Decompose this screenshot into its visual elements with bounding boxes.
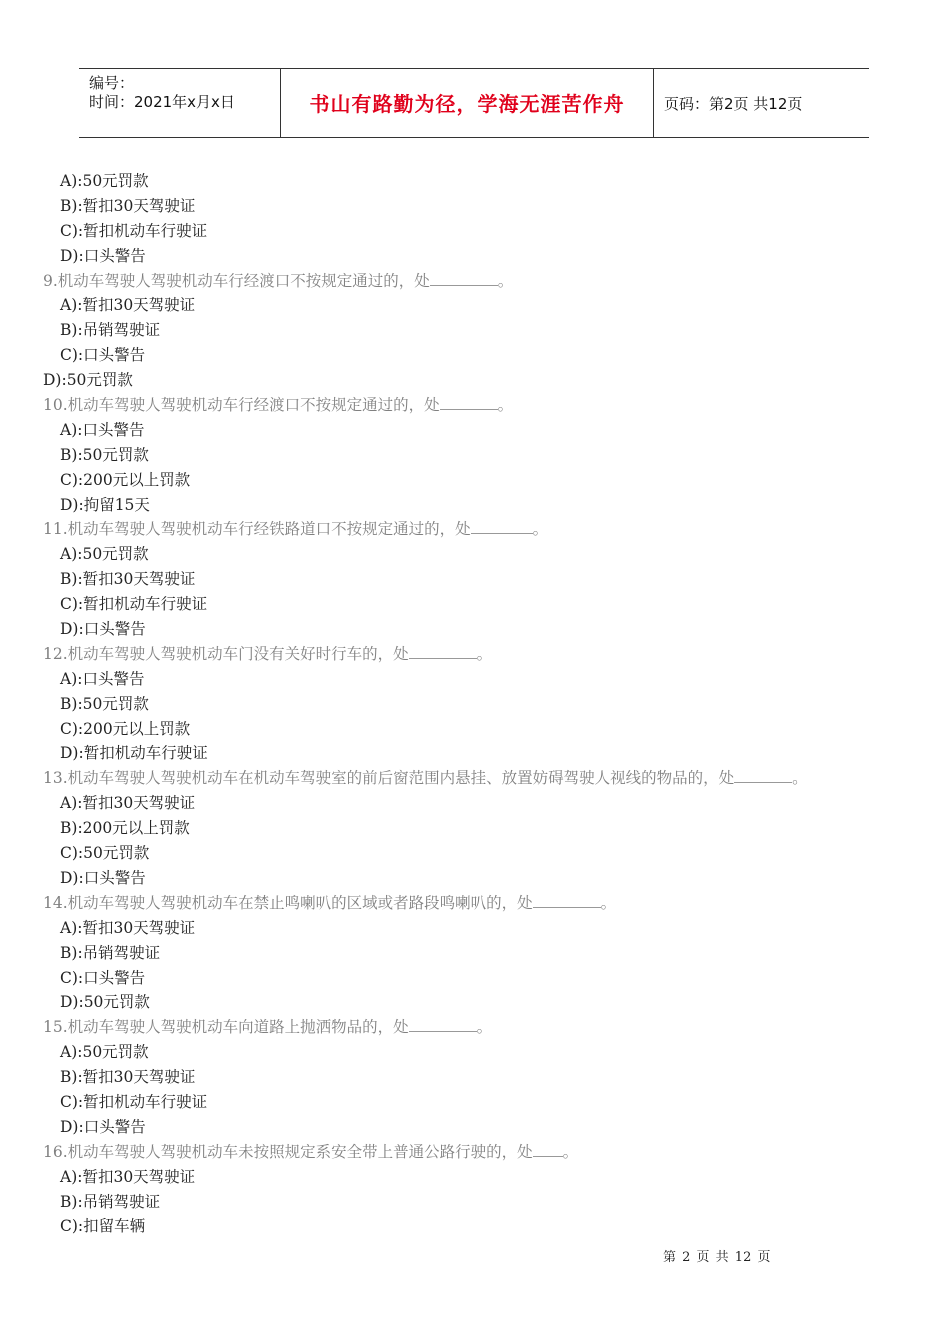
option-item: C):暂扣机动车行驶证 [60,1092,208,1111]
option-item: A):50元罚款 [60,545,149,564]
question-13 [43,766,923,791]
option-item: D):50元罚款 [60,993,150,1012]
option-item: C):口头警告 [60,346,146,365]
option-item: A):50元罚款 [60,1043,149,1062]
option-item: B):暂扣30天驾驶证 [60,196,196,215]
question-end: 。 [497,271,514,290]
header-motto-cell [280,69,654,137]
option-item: B):暂扣30天驾驶证 [60,570,196,589]
question-text: 13.机动车驾驶人驾驶机动车在机动车驾驶室的前后窗范围内悬挂、放置妨碍驾驶人视线的物品的，处 [43,769,735,788]
question-end: 。 [532,520,549,539]
question-text: 9.机动车驾驶人驾驶机动车行经渡口不按规定通过的，处 [43,271,430,290]
option-item: D):50元罚款 [43,371,133,390]
option-item: A):暂扣30天驾驶证 [60,794,196,813]
header-page-cell [654,69,869,137]
question-text: 11.机动车驾驶人驾驶机动车行经铁路道口不按规定通过的，处 [43,520,471,539]
option-item: B):200元以上罚款 [60,819,190,838]
question-9 [43,269,923,294]
option-item: C):口头警告 [60,968,146,987]
question-16 [43,1140,923,1165]
header-motto: 书山有路勤为径，学海无涯苦作舟 [309,92,625,116]
answer-blank [409,1017,477,1032]
answer-blank [734,768,792,783]
header-info [79,69,280,137]
option-item: D):暂扣机动车行驶证 [60,744,208,763]
answer-blank [430,271,498,286]
option-item: D):口头警告 [60,246,146,265]
option-item: C):200元以上罚款 [60,470,191,489]
option-item: D):拘留15天 [60,495,150,514]
option-item: D):口头警告 [60,868,146,887]
answer-blank [533,893,601,908]
page-footer: 第 2 页 共 12 页 [663,1250,771,1265]
answer-blank [409,644,477,659]
question-10 [43,393,923,418]
header-page-code: 页码：第2页 共12页 [664,95,803,113]
question-end: 。 [497,396,514,415]
option-item: C):暂扣机动车行驶证 [60,595,208,614]
question-end: 。 [476,644,493,663]
option-item: C):200元以上罚款 [60,719,191,738]
option-item: A):暂扣30天驾驶证 [60,918,196,937]
option-item: B):吊销驾驶证 [60,1192,161,1211]
question-end: 。 [792,769,808,788]
answer-blank [471,519,533,534]
question-text: 12.机动车驾驶人驾驶机动车门没有关好时行车的，处 [43,644,409,663]
document-number-label: 编号： [89,74,135,92]
option-item: B):暂扣30天驾驶证 [60,1068,196,1087]
question-text: 16.机动车驾驶人驾驶机动车未按照规定系安全带上普通公路行驶的，处 [43,1142,533,1161]
question-end: 。 [600,893,617,912]
option-item: B):吊销驾驶证 [60,321,161,340]
option-item: A):口头警告 [60,669,145,688]
question-11 [43,517,923,542]
option-item: A):暂扣30天驾驶证 [60,1167,196,1186]
option-item: B):吊销驾驶证 [60,943,161,962]
option-item: B):50元罚款 [60,694,149,713]
answer-blank [440,395,498,410]
question-text: 10.机动车驾驶人驾驶机动车行经渡口不按规定通过的，处 [43,396,440,415]
option-item: B):50元罚款 [60,445,149,464]
option-item: D):口头警告 [60,1117,146,1136]
question-end: 。 [476,1018,493,1037]
question-end: 。 [562,1142,579,1161]
question-12 [43,642,923,667]
question-15 [43,1015,923,1040]
option-item: C):暂扣机动车行驶证 [60,221,208,240]
page-header [79,68,869,138]
question-14 [43,891,923,916]
question-list [43,169,923,1239]
option-item: A):暂扣30天驾驶证 [60,296,196,315]
option-item: A):50元罚款 [60,172,149,190]
question-text: 14.机动车驾驶人驾驶机动车在禁止鸣喇叭的区域或者路段鸣喇叭的，处 [43,893,533,912]
option-item: C):50元罚款 [60,844,150,863]
question-text: 15.机动车驾驶人驾驶机动车向道路上抛洒物品的，处 [43,1018,409,1037]
option-item: D):口头警告 [60,620,146,639]
document-time-label: 时间：2021年x月x日 [89,93,235,111]
option-item: C):扣留车辆 [60,1217,146,1236]
answer-blank [533,1142,563,1157]
option-item: A):口头警告 [60,420,145,439]
